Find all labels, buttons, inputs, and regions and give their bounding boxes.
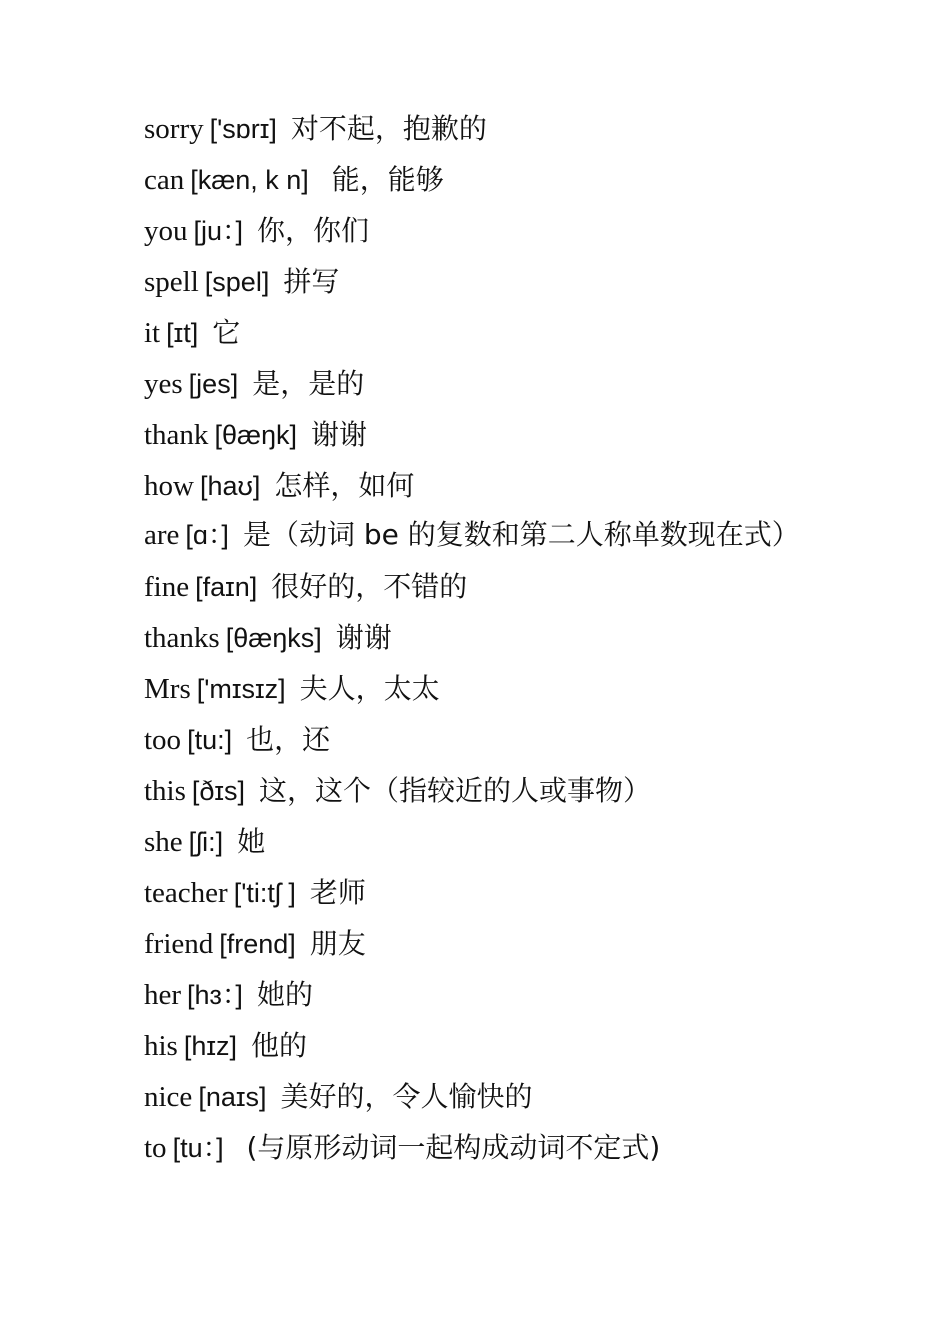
entry-meaning: 你，你们 <box>257 214 370 247</box>
list-item <box>144 461 824 512</box>
list-item <box>144 155 824 206</box>
entry-phonetic: [ɑ：] <box>185 520 229 550</box>
list-item <box>144 206 824 257</box>
entry-meaning: 很好的，不错的 <box>271 570 468 603</box>
entry-phonetic: [ju：] <box>193 216 244 246</box>
entry-word: her <box>144 979 182 1011</box>
entry-word: you <box>144 215 188 247</box>
entry-word: his <box>144 1030 178 1062</box>
entry-word: this <box>144 775 186 807</box>
entry-phonetic: ['ti:tʃ ] <box>233 878 296 908</box>
entry-phonetic: [θæŋks] <box>225 623 322 653</box>
entry-phonetic: [tu:] <box>187 725 233 755</box>
entry-word: are <box>144 519 180 551</box>
entry-word: can <box>144 164 185 196</box>
entry-word: teacher <box>144 877 228 909</box>
entry-phonetic: [faɪn] <box>195 572 258 602</box>
entry-phonetic: [kæn, k n] <box>190 165 309 195</box>
list-item <box>144 359 824 410</box>
entry-word: it <box>144 317 161 349</box>
list-item <box>144 1021 824 1072</box>
entry-meaning: 怎样，如何 <box>274 469 415 502</box>
entry-meaning: 是，是的 <box>252 367 365 400</box>
list-item <box>144 308 824 359</box>
list-item <box>144 562 824 613</box>
entry-phonetic: ['sɒrɪ] <box>209 114 277 144</box>
entry-word: sorry <box>144 113 204 145</box>
entry-word: Mrs <box>144 673 191 705</box>
entry-word: thanks <box>144 622 220 654</box>
entry-meaning: (与原形动词一起构成动词不定式) <box>237 1131 661 1164</box>
entry-meaning: 也，还 <box>246 723 331 756</box>
entry-phonetic: [tu：] <box>172 1133 224 1163</box>
entry-meaning: 谢谢 <box>310 418 367 451</box>
entry-meaning: 能，能够 <box>322 163 444 196</box>
entry-phonetic: ['mɪsɪz] <box>196 674 286 704</box>
entry-meaning: 她的 <box>256 978 313 1011</box>
entry-word: spell <box>144 266 199 298</box>
entry-word: yes <box>144 368 183 400</box>
entry-meaning: 这，这个（指较近的人或事物） <box>259 774 652 807</box>
list-item <box>144 257 824 308</box>
entry-meaning: 是（动词 be 的复数和第二人称单数现在式） <box>242 518 800 551</box>
entry-phonetic: [hɪz] <box>183 1031 237 1061</box>
entry-meaning: 美好的，令人愉快的 <box>280 1080 533 1113</box>
entry-word: too <box>144 724 182 756</box>
entry-phonetic: [ɪt] <box>166 318 199 348</box>
entry-meaning: 对不起，抱歉的 <box>290 112 487 145</box>
list-item <box>144 613 824 664</box>
entry-phonetic: [haʊ] <box>199 471 261 501</box>
entry-phonetic: [frend] <box>219 929 296 959</box>
entry-phonetic: [ðɪs] <box>191 776 246 806</box>
list-item <box>144 410 824 461</box>
list-item <box>144 1123 824 1174</box>
list-item <box>144 104 824 155</box>
entry-word: she <box>144 826 183 858</box>
entry-meaning: 谢谢 <box>335 621 392 654</box>
list-item <box>144 817 824 868</box>
entry-meaning: 朋友 <box>309 927 366 960</box>
entry-phonetic: [jes] <box>188 369 239 399</box>
list-item <box>144 1072 824 1123</box>
entry-word: how <box>144 470 194 502</box>
entry-meaning: 拼写 <box>283 265 340 298</box>
entry-word: friend <box>144 928 214 960</box>
entry-phonetic: [naɪs] <box>198 1082 267 1112</box>
entry-phonetic: [θæŋk] <box>214 420 297 450</box>
entry-phonetic: [hɜ：] <box>187 980 243 1010</box>
entry-phonetic: [spel] <box>204 267 270 297</box>
entry-word: nice <box>144 1081 193 1113</box>
list-item <box>144 970 824 1021</box>
entry-word: to <box>144 1132 167 1164</box>
entry-meaning: 他的 <box>250 1029 307 1062</box>
list-item <box>144 919 824 970</box>
list-item <box>144 664 824 715</box>
entry-word: fine <box>144 571 190 603</box>
list-item <box>144 868 824 919</box>
entry-meaning: 夫人，太太 <box>299 672 440 705</box>
entry-meaning: 老师 <box>309 876 366 909</box>
entry-phonetic: [ʃi:] <box>188 827 224 857</box>
list-item <box>144 715 824 766</box>
entry-word: thank <box>144 419 209 451</box>
entry-meaning: 它 <box>212 316 241 349</box>
entry-meaning: 她 <box>237 825 266 858</box>
list-item <box>144 512 824 562</box>
vocabulary-list <box>144 104 824 1174</box>
list-item <box>144 766 824 817</box>
